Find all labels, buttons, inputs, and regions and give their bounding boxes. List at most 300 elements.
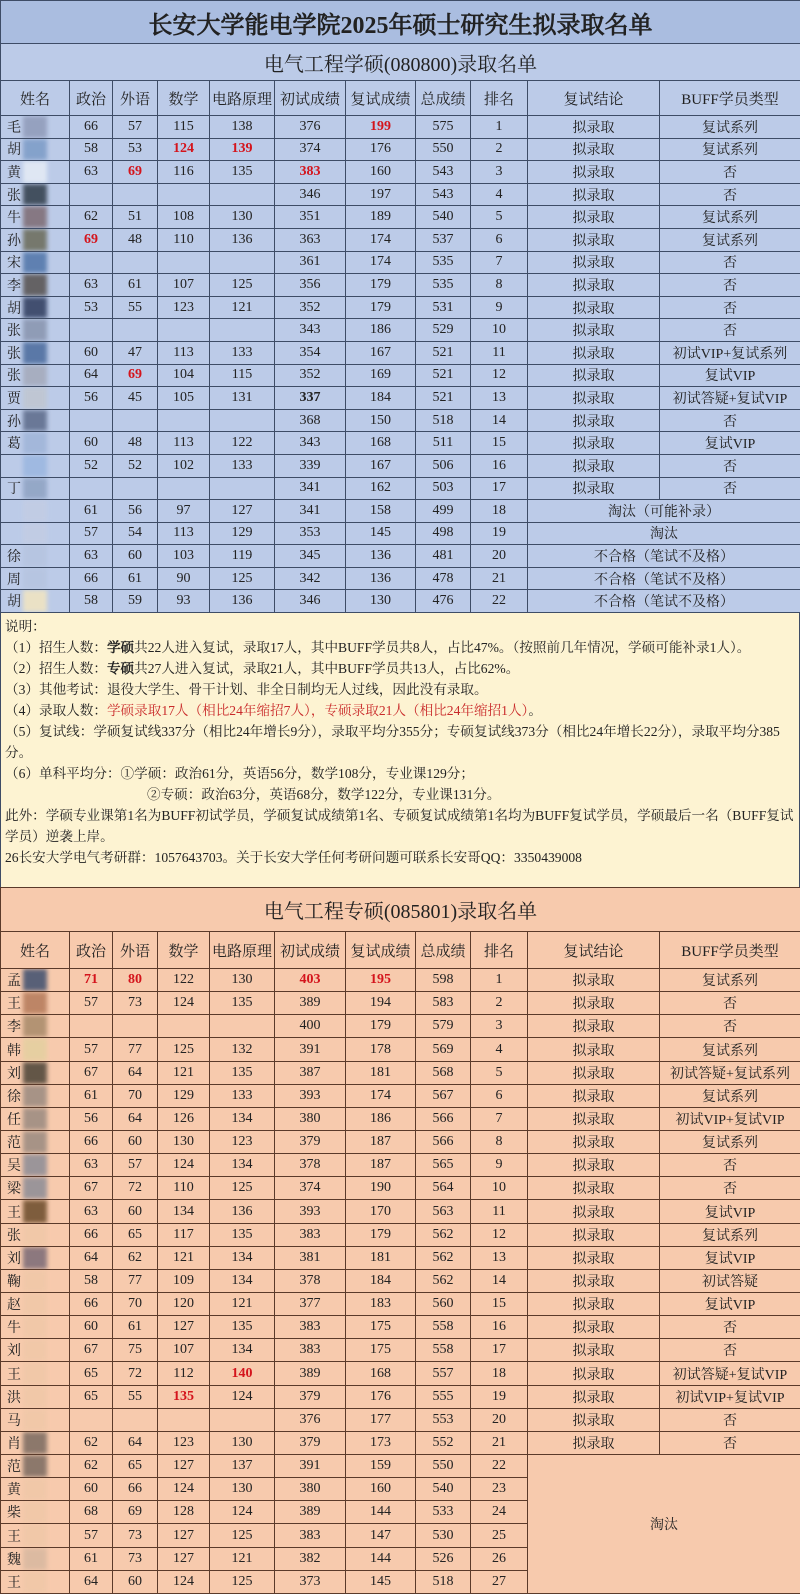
rank-cell: 6 (471, 1084, 528, 1107)
math-cell: 102 (158, 454, 210, 477)
header-rank: 排名 (471, 81, 528, 116)
name-cell (1, 319, 70, 342)
conclusion-cell: 淘汰（可能补录） (528, 500, 800, 523)
circuit-cell: 135 (210, 1061, 275, 1084)
english-cell: 60 (113, 1131, 158, 1154)
retest-score-cell: 189 (346, 206, 416, 229)
name-cell (1, 567, 70, 590)
math-cell (158, 477, 210, 500)
politics-cell: 52 (70, 454, 113, 477)
politics-cell: 58 (70, 138, 113, 161)
circuit-cell: 115 (210, 364, 275, 387)
student-name: 鞠 (7, 1274, 21, 1290)
politics-cell: 67 (70, 1339, 113, 1362)
name-cell (1, 1478, 70, 1501)
header-retest-score: 复试成绩 (346, 81, 416, 116)
table-row (1, 1455, 800, 1478)
buff-type-cell: 否 (660, 1339, 800, 1362)
politics-cell: 63 (70, 274, 113, 297)
total-score-cell: 566 (416, 1107, 471, 1130)
name-cell (1, 1200, 70, 1223)
buff-type-cell: 复试系列 (660, 228, 800, 251)
note-text: 此外：学硕专业课第1名为BUFF初试学员，学硕复试成绩第1名、专硕复试成绩第1名均为BUFF复试学员，学硕最后一名（BUFF复试学员）逆袭上岸。 (5, 808, 794, 845)
redacted-name-blur (23, 252, 47, 274)
english-cell: 77 (113, 1038, 158, 1061)
note-text: （4）录取人数： (5, 703, 107, 719)
english-cell: 60 (113, 545, 158, 568)
redacted-name-blur (23, 297, 47, 319)
buff-type-cell: 否 (660, 409, 800, 432)
circuit-cell: 133 (210, 341, 275, 364)
name-cell (1, 1524, 70, 1547)
student-name: 范 (7, 1460, 21, 1476)
note-line (5, 700, 795, 721)
english-cell: 47 (113, 341, 158, 364)
english-cell: 48 (113, 228, 158, 251)
conclusion-cell: 不合格（笔试不及格） (528, 545, 800, 568)
redacted-name-blur (23, 1524, 47, 1546)
english-cell (113, 477, 158, 500)
rank-cell: 15 (471, 1293, 528, 1316)
table-row (1, 161, 800, 184)
english-cell: 52 (113, 454, 158, 477)
redacted-name-blur (23, 387, 47, 409)
note-text: （1）招生人数： (5, 640, 107, 656)
math-cell: 93 (158, 590, 210, 613)
buff-type-cell: 否 (660, 274, 800, 297)
table-row (1, 387, 800, 410)
student-name: 李 (7, 1020, 21, 1036)
table-row (1, 116, 800, 139)
conclusion-cell: 拟录取 (528, 138, 660, 161)
buff-type-cell: 否 (660, 992, 800, 1015)
conclusion-cell: 拟录取 (528, 1362, 660, 1385)
conclusion-cell: 拟录取 (528, 992, 660, 1015)
english-cell: 70 (113, 1293, 158, 1316)
english-cell: 61 (113, 567, 158, 590)
english-cell: 55 (113, 1385, 158, 1408)
retest-score-cell: 150 (346, 409, 416, 432)
header-total-score: 总成绩 (416, 81, 471, 116)
english-cell: 54 (113, 522, 158, 545)
buff-type-cell: 否 (660, 454, 800, 477)
initial-score-cell: 382 (275, 1547, 346, 1570)
circuit-cell: 122 (210, 432, 275, 455)
politics-cell: 56 (70, 387, 113, 410)
rank-cell: 15 (471, 432, 528, 455)
rank-cell: 10 (471, 1177, 528, 1200)
total-score-cell: 562 (416, 1269, 471, 1292)
politics-cell: 66 (70, 1293, 113, 1316)
retest-score-cell: 186 (346, 1107, 416, 1130)
buff-type-cell: 否 (660, 319, 800, 342)
politics-cell: 67 (70, 1061, 113, 1084)
rank-cell: 7 (471, 251, 528, 274)
initial-score-cell: 378 (275, 1154, 346, 1177)
note-line (5, 847, 795, 868)
initial-score-cell: 374 (275, 1177, 346, 1200)
math-cell: 135 (158, 1385, 210, 1408)
buff-type-cell: 复试VIP (660, 1293, 800, 1316)
total-score-cell: 555 (416, 1385, 471, 1408)
redacted-name-blur (23, 455, 47, 477)
initial-score-cell: 353 (275, 522, 346, 545)
initial-score-cell: 377 (275, 1293, 346, 1316)
header-circuit: 电路原理 (210, 932, 275, 969)
rank-cell: 6 (471, 228, 528, 251)
student-name: 贾 (7, 391, 21, 407)
table-row (1, 206, 800, 229)
redacted-name-blur (23, 1270, 47, 1292)
header-politics: 政治 (70, 81, 113, 116)
conclusion-cell: 拟录取 (528, 251, 660, 274)
english-cell: 66 (113, 1478, 158, 1501)
redacted-name-blur (23, 545, 47, 567)
name-cell (1, 387, 70, 410)
retest-score-cell: 190 (346, 1177, 416, 1200)
buff-type-cell: 复试系列 (660, 116, 800, 139)
politics-cell: 68 (70, 1501, 113, 1524)
redacted-name-blur (23, 432, 47, 454)
rank-cell: 18 (471, 1362, 528, 1385)
name-cell (1, 432, 70, 455)
conclusion-cell: 拟录取 (528, 1015, 660, 1038)
rank-cell: 3 (471, 1015, 528, 1038)
header-rank: 排名 (471, 932, 528, 969)
total-score-cell: 569 (416, 1038, 471, 1061)
table-row (1, 432, 800, 455)
student-name: 刘 (7, 1066, 21, 1082)
circuit-cell: 138 (210, 116, 275, 139)
math-cell: 113 (158, 522, 210, 545)
circuit-cell (210, 1408, 275, 1431)
english-cell: 80 (113, 969, 158, 992)
retest-score-cell: 145 (346, 1570, 416, 1593)
math-cell: 121 (158, 1246, 210, 1269)
circuit-cell: 123 (210, 1131, 275, 1154)
total-score-cell: 530 (416, 1524, 471, 1547)
conclusion-cell: 拟录取 (528, 1223, 660, 1246)
math-cell: 112 (158, 1362, 210, 1385)
rank-cell: 23 (471, 1478, 528, 1501)
redacted-name-blur (23, 1478, 47, 1500)
name-cell (1, 1084, 70, 1107)
redacted-name-blur (23, 139, 47, 161)
name-cell (1, 969, 70, 992)
rank-cell: 11 (471, 341, 528, 364)
buff-type-cell: 复试系列 (660, 138, 800, 161)
circuit-cell: 137 (210, 1455, 275, 1478)
math-cell: 127 (158, 1547, 210, 1570)
name-cell (1, 1177, 70, 1200)
initial-score-cell: 342 (275, 567, 346, 590)
student-name: 张 (7, 324, 21, 340)
math-cell: 124 (158, 138, 210, 161)
table-row (1, 1408, 800, 1431)
rank-cell: 11 (471, 1200, 528, 1223)
english-cell: 59 (113, 590, 158, 613)
redacted-name-blur (23, 1409, 47, 1431)
academic-admission-table (0, 0, 800, 613)
buff-type-cell: 复试VIP (660, 364, 800, 387)
redacted-name-blur (23, 1455, 47, 1477)
redacted-name-blur (23, 1548, 47, 1570)
english-cell: 72 (113, 1177, 158, 1200)
table-row (1, 1131, 800, 1154)
rank-cell: 4 (471, 1038, 528, 1061)
politics-cell: 60 (70, 1316, 113, 1339)
name-cell (1, 183, 70, 206)
circuit-cell: 136 (210, 590, 275, 613)
politics-cell: 66 (70, 116, 113, 139)
redacted-name-blur (23, 184, 47, 206)
buff-type-cell: 复试系列 (660, 1038, 800, 1061)
initial-score-cell: 346 (275, 183, 346, 206)
conclusion-cell: 拟录取 (528, 274, 660, 297)
initial-score-cell: 376 (275, 116, 346, 139)
math-cell (158, 183, 210, 206)
conclusion-cell: 拟录取 (528, 477, 660, 500)
politics-cell (70, 251, 113, 274)
math-cell: 123 (158, 296, 210, 319)
student-name: 黄 (7, 1483, 21, 1499)
politics-cell: 57 (70, 1038, 113, 1061)
header-name: 姓名 (1, 932, 70, 969)
initial-score-cell: 389 (275, 1362, 346, 1385)
rank-cell: 19 (471, 1385, 528, 1408)
name-cell (1, 1107, 70, 1130)
politics-cell: 57 (70, 1524, 113, 1547)
retest-score-cell: 136 (346, 545, 416, 568)
table-row (1, 1431, 800, 1454)
initial-score-cell: 391 (275, 1038, 346, 1061)
rank-cell: 8 (471, 274, 528, 297)
politics-cell: 63 (70, 1200, 113, 1223)
redacted-name-blur (23, 523, 47, 545)
initial-score-cell: 374 (275, 138, 346, 161)
rank-cell: 13 (471, 1246, 528, 1269)
math-cell: 127 (158, 1455, 210, 1478)
academic-header-row (1, 81, 800, 116)
total-score-cell: 563 (416, 1200, 471, 1223)
english-cell: 64 (113, 1107, 158, 1130)
student-name: 徐 (7, 1089, 21, 1105)
name-cell (1, 1015, 70, 1038)
rank-cell: 10 (471, 319, 528, 342)
note-line (5, 763, 795, 784)
total-score-cell: 499 (416, 500, 471, 523)
conclusion-cell: 拟录取 (528, 1293, 660, 1316)
rank-cell: 26 (471, 1547, 528, 1570)
politics-cell (70, 477, 113, 500)
table-row (1, 1107, 800, 1130)
politics-cell: 63 (70, 1154, 113, 1177)
rank-cell: 2 (471, 138, 528, 161)
total-score-cell: 553 (416, 1408, 471, 1431)
retest-score-cell: 181 (346, 1246, 416, 1269)
redacted-name-blur (23, 590, 47, 612)
name-cell (1, 1570, 70, 1593)
circuit-cell: 130 (210, 206, 275, 229)
rank-cell: 22 (471, 590, 528, 613)
math-cell: 105 (158, 387, 210, 410)
student-name: 张 (7, 188, 21, 204)
conclusion-cell: 拟录取 (528, 1339, 660, 1362)
redacted-name-blur (23, 1108, 47, 1130)
note-text: 。 (528, 703, 542, 719)
initial-score-cell: 354 (275, 341, 346, 364)
circuit-cell: 125 (210, 567, 275, 590)
name-cell (1, 1339, 70, 1362)
rank-cell: 7 (471, 1107, 528, 1130)
math-cell: 123 (158, 1431, 210, 1454)
retest-score-cell: 195 (346, 969, 416, 992)
student-name: 胡 (7, 301, 21, 317)
retest-score-cell: 174 (346, 251, 416, 274)
circuit-cell: 133 (210, 454, 275, 477)
name-cell (1, 274, 70, 297)
circuit-cell: 133 (210, 1084, 275, 1107)
conclusion-cell: 拟录取 (528, 116, 660, 139)
total-score-cell: 558 (416, 1339, 471, 1362)
buff-type-cell: 复试系列 (660, 206, 800, 229)
student-name: 黄 (7, 165, 21, 181)
table-row (1, 1293, 800, 1316)
initial-score-cell: 376 (275, 1408, 346, 1431)
english-cell: 72 (113, 1362, 158, 1385)
buff-type-cell: 初试VIP+复试系列 (660, 341, 800, 364)
redacted-name-blur (23, 1293, 47, 1315)
buff-type-cell: 复试系列 (660, 1223, 800, 1246)
table-row (1, 1177, 800, 1200)
buff-type-cell: 复试系列 (660, 1131, 800, 1154)
total-score-cell: 518 (416, 1570, 471, 1593)
name-cell (1, 1154, 70, 1177)
table-row (1, 969, 800, 992)
circuit-cell: 127 (210, 500, 275, 523)
circuit-cell: 135 (210, 1316, 275, 1339)
redacted-name-blur (23, 1038, 47, 1060)
total-score-cell: 498 (416, 522, 471, 545)
redacted-name-blur (23, 1339, 47, 1361)
buff-type-cell: 初试答疑+复试VIP (660, 387, 800, 410)
name-cell (1, 1246, 70, 1269)
redacted-name-blur (23, 410, 47, 432)
retest-score-cell: 136 (346, 567, 416, 590)
student-name: 刘 (7, 1344, 21, 1360)
circuit-cell: 134 (210, 1246, 275, 1269)
table-row (1, 454, 800, 477)
conclusion-cell: 拟录取 (528, 969, 660, 992)
initial-score-cell: 378 (275, 1269, 346, 1292)
conclusion-cell: 拟录取 (528, 1107, 660, 1130)
student-name: 胡 (7, 143, 21, 159)
retest-score-cell: 186 (346, 319, 416, 342)
english-cell: 51 (113, 206, 158, 229)
initial-score-cell: 393 (275, 1200, 346, 1223)
english-cell: 60 (113, 1200, 158, 1223)
initial-score-cell: 337 (275, 387, 346, 410)
rank-cell: 9 (471, 1154, 528, 1177)
total-score-cell: 560 (416, 1293, 471, 1316)
english-cell: 57 (113, 116, 158, 139)
table-row (1, 341, 800, 364)
math-cell: 124 (158, 1154, 210, 1177)
initial-score-cell: 383 (275, 1316, 346, 1339)
header-retest-score: 复试成绩 (346, 932, 416, 969)
redacted-name-blur (23, 274, 47, 296)
table-row (1, 1084, 800, 1107)
total-score-cell: 478 (416, 567, 471, 590)
table-row (1, 1339, 800, 1362)
total-score-cell: 540 (416, 1478, 471, 1501)
circuit-cell: 139 (210, 138, 275, 161)
note-text: 26长安大学电气考研群：1057643703。关于长安大学任何考研问题可联系长安哥QQ：3350439008 (5, 850, 582, 866)
buff-type-cell: 否 (660, 1015, 800, 1038)
retest-score-cell: 197 (346, 183, 416, 206)
english-cell: 61 (113, 1316, 158, 1339)
math-cell: 108 (158, 206, 210, 229)
table-row (1, 1015, 800, 1038)
student-name: 丁 (7, 482, 21, 498)
header-total-score: 总成绩 (416, 932, 471, 969)
politics-cell: 58 (70, 590, 113, 613)
table-row (1, 319, 800, 342)
redacted-name-blur (23, 1015, 47, 1037)
name-cell (1, 228, 70, 251)
rank-cell: 21 (471, 1431, 528, 1454)
student-name: 张 (7, 1228, 21, 1244)
math-cell: 90 (158, 567, 210, 590)
student-name: 魏 (7, 1552, 21, 1568)
politics-cell: 66 (70, 1223, 113, 1246)
circuit-cell: 125 (210, 1524, 275, 1547)
buff-type-cell: 复试系列 (660, 969, 800, 992)
english-cell: 73 (113, 1547, 158, 1570)
retest-score-cell: 181 (346, 1061, 416, 1084)
circuit-cell: 125 (210, 1570, 275, 1593)
circuit-cell: 125 (210, 1177, 275, 1200)
note-line (5, 805, 795, 847)
total-score-cell: 550 (416, 1455, 471, 1478)
rank-cell: 5 (471, 206, 528, 229)
table-row (1, 992, 800, 1015)
buff-type-cell: 否 (660, 1177, 800, 1200)
table-row (1, 1200, 800, 1223)
conclusion-cell: 拟录取 (528, 341, 660, 364)
politics-cell: 64 (70, 1246, 113, 1269)
english-cell: 60 (113, 1570, 158, 1593)
initial-score-cell: 351 (275, 206, 346, 229)
politics-cell: 60 (70, 432, 113, 455)
academic-table-title: 电气工程学硕(080800)录取名单 (1, 44, 800, 81)
retest-score-cell: 144 (346, 1501, 416, 1524)
total-score-cell: 533 (416, 1501, 471, 1524)
table-row (1, 1038, 800, 1061)
student-name: 肖 (7, 1436, 21, 1452)
initial-score-cell: 361 (275, 251, 346, 274)
name-cell (1, 161, 70, 184)
english-cell: 69 (113, 1501, 158, 1524)
initial-score-cell: 400 (275, 1015, 346, 1038)
initial-score-cell: 352 (275, 296, 346, 319)
rank-cell: 5 (471, 1061, 528, 1084)
notes-section (0, 613, 800, 887)
note-text: 学硕 (106, 640, 135, 656)
name-cell (1, 1269, 70, 1292)
table-row (1, 590, 800, 613)
buff-type-cell: 否 (660, 1154, 800, 1177)
